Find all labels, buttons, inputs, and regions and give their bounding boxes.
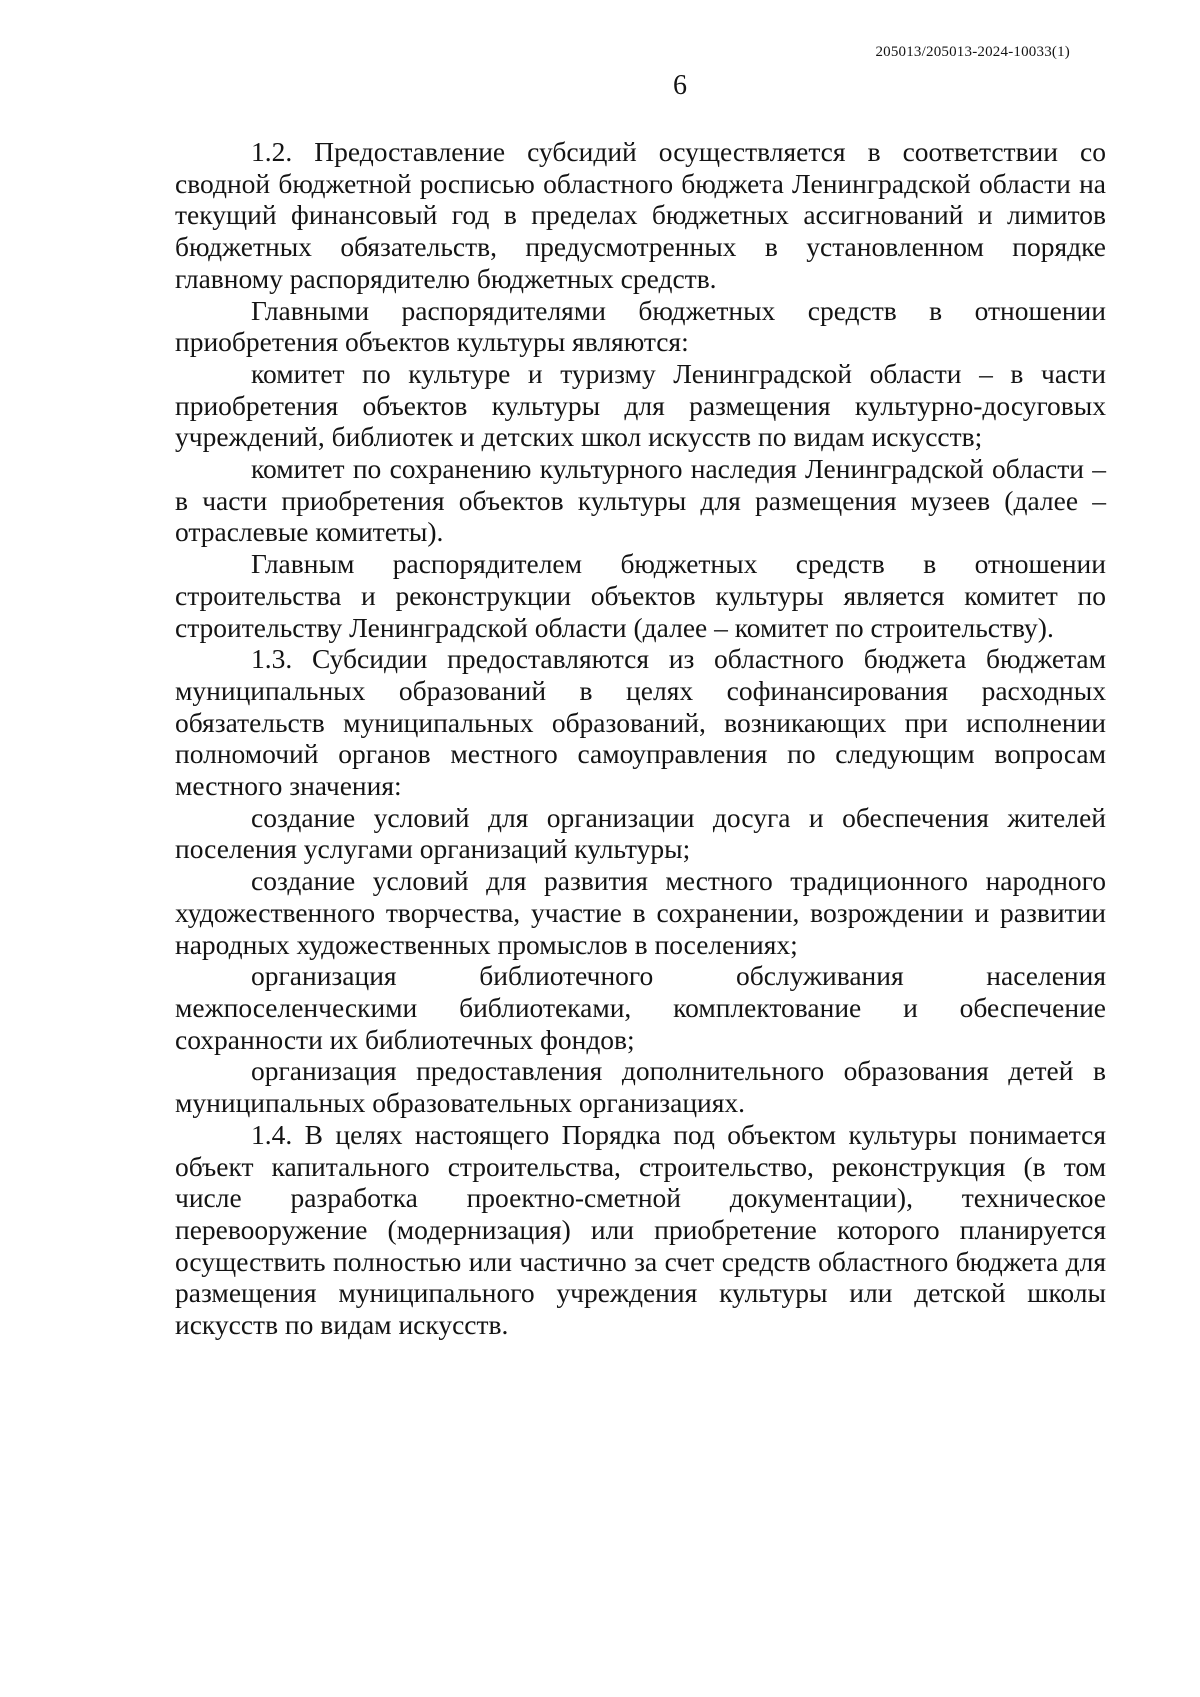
paragraph-construction-manager: Главным распорядителем бюджетных средств в отношении строительства и реконструкции объектов культуры является комитет по строительству Ленинградской области (далее – комитет по строительству). (175, 548, 1106, 643)
paragraph-1-4: 1.4. В целях настоящего Порядка под объектом культуры понимается объект капитального строительства, строительство, реконструкция (в том числе разработка проектно-сметной документации), техническое перевооружение (модернизация) или приобретение которого планируется осуществить полностью или частично за счет средств областного бюджета для размещения муниципального учреждения культуры или детской школы искусств по видам искусств. (175, 1118, 1106, 1341)
document-body (175, 136, 1106, 1341)
paragraph-leisure-conditions: создание условий для организации досуга и обеспечения жителей поселения услугами организаций культуры; (175, 801, 1106, 865)
document-id: 205013/205013-2024-10033(1) (875, 44, 1070, 60)
page-number: 6 (673, 70, 687, 101)
paragraph-1-3: 1.3. Субсидии предоставляются из областного бюджета бюджетам муниципальных образований в целях софинансирования расходных обязательств муниципальных образований, возникающих при исполнении полномочий органов местного самоуправления по следующим вопросам местного значения: (175, 643, 1106, 802)
paragraph-culture-committee: комитет по культуре и туризму Ленинградской области – в части приобретения объектов культуры для размещения культурно-досуговых учреждений, библиотек и детских школ искусств по видам искусств; (175, 357, 1106, 453)
paragraph-additional-education: организация предоставления дополнительного образования детей в муниципальных образовательных организациях. (175, 1055, 1106, 1119)
paragraph-heritage-committee: комитет по сохранению культурного наследия Ленинградской области – в части приобретения объектов культуры для размещения музеев (далее – отраслевые комитеты). (175, 453, 1106, 548)
paragraph-main-managers: Главными распорядителями бюджетных средств в отношении приобретения объектов культуры являются: (175, 294, 1106, 358)
paragraph-library-service: организация библиотечного обслуживания населения межпоселенческими библиотеками, комплектование и обеспечение сохранности их библиотечных фондов; (175, 960, 1106, 1055)
paragraph-folk-art: создание условий для развития местного традиционного народного художественного творчества, участие в сохранении, возрождении и развитии народных художественных промыслов в поселениях; (175, 865, 1106, 960)
paragraph-1-2: 1.2. Предоставление субсидий осуществляется в соответствии со сводной бюджетной росписью областного бюджета Ленинградской области на текущий финансовый год в пределах бюджетных ассигнований и лимитов бюджетных обязательств, предусмотренных в установленном порядке главному распорядителю бюджетных средств. (175, 136, 1106, 294)
